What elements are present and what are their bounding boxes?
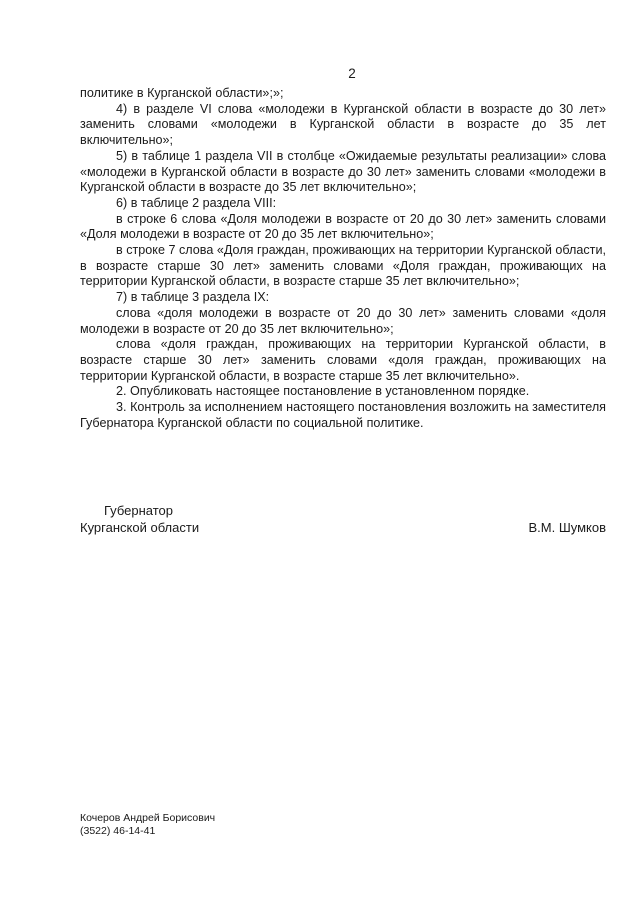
page-number: 2 [348,66,356,81]
paragraph: 5) в таблице 1 раздела VII в столбце «Ожидаемые результаты реализации» слова «молодежи в Курганской области в возрасте до 30 лет» заменить словами «молодежи в Курганской области в возрасте до 35 лет включительно»; [80,148,606,195]
paragraph: 3. Контроль за исполнением настоящего постановления возложить на заместителя Губернатора Курганской области по социальной политике. [80,400,606,430]
document-body [80,86,606,431]
paragraph: в строке 6 слова «Доля молодежи в возрасте от 20 до 30 лет» заменить словами «Доля молодежи в возрасте от 20 до 35 лет включительно»; [80,211,606,242]
signatory-title: Губернатор [104,503,173,518]
paragraph: политике в Курганской области»;»; [80,86,284,100]
paragraph: в строке 7 слова «Доля граждан, проживающих на территории Курганской области, в возрасте старше 30 лет» заменить словами «Доля граждан, проживающих на территории Курганской области, в возрасте старше 35 лет включительно»; [80,243,606,289]
signature-block [80,503,606,536]
paragraph: 7) в таблице 3 раздела IX: [116,290,270,305]
executor-phone: (3522) 46-14-41 [80,825,156,837]
paragraph: 6) в таблице 2 раздела VIII: [116,195,277,210]
paragraph: слова «доля граждан, проживающих на территории Курганской области, в возрасте старше 30 лет» заменить словами «доля граждан, проживающих на территории Курганской области, в возрасте старше 35 лет включительно». [80,337,606,383]
paragraph: 2. Опубликовать настоящее постановление в установленном порядке. [116,384,530,399]
paragraph: 4) в разделе VI слова «молодежи в Курганской области в возрасте до 30 лет» заменить словами «молодежи в Курганской области в возрасте до 35 лет включительно»; [80,101,606,148]
paragraph: слова «доля молодежи в возрасте от 20 до 30 лет» заменить словами «доля молодежи в возрасте от 20 до 35 лет включительно»; [80,305,606,336]
executor-name: Кочеров Андрей Борисович [80,812,216,824]
executor-footer [80,812,215,838]
signatory-region: Курганской области [80,519,200,535]
signatory-name: В.М. Шумков [528,519,606,535]
